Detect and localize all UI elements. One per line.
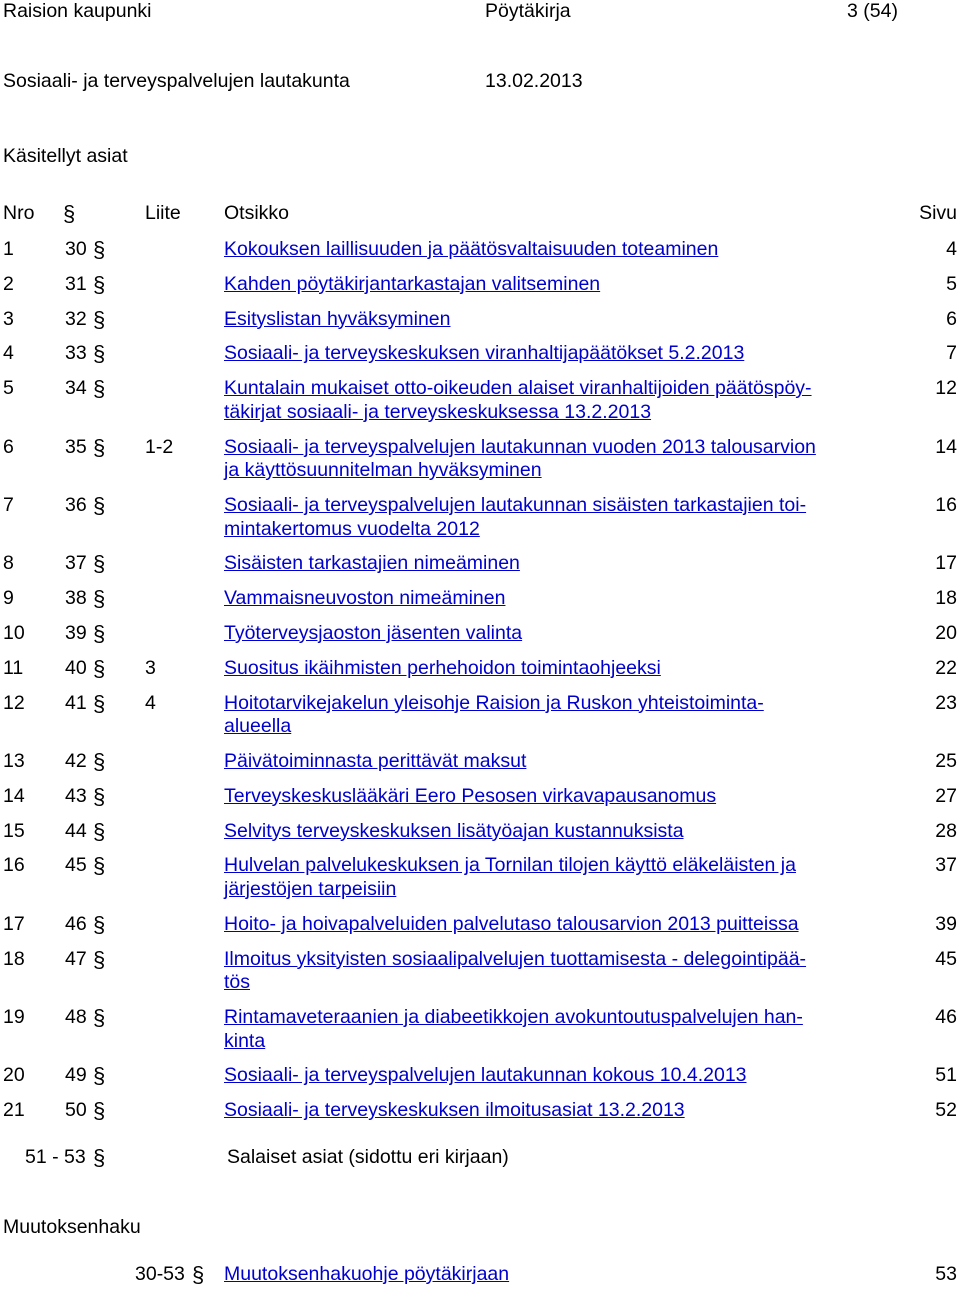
- item-title[interactable]: [224, 494, 864, 541]
- item-number: 4: [3, 342, 14, 365]
- confidential-row: [0, 1146, 960, 1194]
- item-number: 21: [3, 1099, 25, 1122]
- item-title[interactable]: [224, 308, 864, 332]
- item-title-link[interactable]: Rintamaveteraanien ja diabeetikkojen avokuntoutuspalvelujen han-: [224, 1006, 803, 1028]
- item-page: 16: [935, 494, 957, 516]
- item-title-link[interactable]: ja käyttösuunnitelman hyväksyminen: [224, 459, 542, 482]
- paragraph-number: 50: [65, 1099, 87, 1122]
- item-page: 45: [935, 947, 957, 970]
- item-title-link[interactable]: Sosiaali- ja terveyskeskuksen viranhaltijapäätökset 5.2.2013: [224, 342, 745, 365]
- agenda-item: [0, 436, 960, 484]
- section-sign-icon: §: [93, 551, 106, 577]
- item-title-link[interactable]: Esityslistan hyväksyminen: [224, 307, 451, 330]
- appeal-link[interactable]: [224, 1263, 864, 1287]
- item-title-link[interactable]: Sosiaali- ja terveyspalvelujen lautakunnan vuoden 2013 talousarvion: [224, 435, 816, 458]
- item-title[interactable]: [224, 820, 864, 844]
- item-number: 7: [3, 494, 14, 516]
- item-page: 39: [935, 912, 957, 935]
- section-sign-icon: §: [93, 237, 106, 262]
- item-page: 27: [935, 784, 957, 807]
- section-sign-icon: §: [93, 946, 106, 972]
- paragraph-number: 36: [65, 494, 87, 516]
- section-sign-icon: §: [93, 1098, 106, 1124]
- item-title-link[interactable]: Terveyskeskuslääkäri Eero Pesosen virkavapausanomus: [224, 784, 717, 807]
- section-sign-icon: §: [93, 818, 106, 844]
- item-title-link[interactable]: Sosiaali- ja terveyskeskuksen ilmoitusasiat 13.2.2013: [224, 1099, 685, 1122]
- item-title-link[interactable]: kinta: [224, 1029, 266, 1052]
- item-number: 18: [3, 947, 25, 970]
- item-number: 8: [3, 552, 14, 575]
- paragraph-number: 30: [65, 238, 87, 260]
- column-liite: Liite: [145, 202, 181, 224]
- item-page: 22: [935, 656, 957, 679]
- agenda-item: [0, 377, 960, 425]
- item-page: 25: [935, 750, 957, 772]
- section-sign-icon: §: [192, 1262, 205, 1287]
- item-number: 5: [3, 377, 14, 400]
- item-title-link[interactable]: Kuntalain mukaiset otto-oikeuden alaiset viranhaltijoiden päätöspöy-: [224, 377, 812, 400]
- section-sign-icon: §: [93, 306, 106, 332]
- attachment-number: 3: [145, 656, 156, 679]
- appeal-row: [0, 1263, 960, 1311]
- section-sign-icon: §: [93, 376, 106, 402]
- item-title-link[interactable]: täkirjat sosiaali- ja terveyskeskuksessa 13.2.2013: [224, 400, 652, 423]
- item-title[interactable]: [224, 552, 864, 576]
- paragraph-number: 49: [65, 1064, 87, 1087]
- item-page: 6: [946, 307, 957, 330]
- item-title-link[interactable]: Kokouksen laillisuuden ja päätösvaltaisuuden toteaminen: [224, 238, 719, 260]
- item-title[interactable]: [224, 436, 864, 483]
- item-page: 23: [935, 691, 957, 714]
- paragraph-number: 33: [65, 342, 87, 365]
- item-title[interactable]: [224, 1064, 864, 1088]
- item-page: 51: [935, 1064, 957, 1087]
- paragraph-number: 39: [65, 622, 87, 644]
- item-title-link[interactable]: Selvitys terveyskeskuksen lisätyöajan kustannuksista: [224, 819, 684, 842]
- section-sign-icon: §: [93, 621, 106, 646]
- item-number: 3: [3, 307, 14, 330]
- board-name: Sosiaali- ja terveyspalvelujen lautakunta: [3, 70, 350, 92]
- item-title[interactable]: [224, 1099, 864, 1123]
- attachment-number: 4: [145, 691, 156, 714]
- item-title-link[interactable]: Hoito- ja hoivapalveluiden palvelutaso talousarvion 2013 puitteissa: [224, 912, 799, 935]
- item-number: 12: [3, 691, 25, 714]
- item-page: 4: [946, 238, 957, 260]
- paragraph-number: 43: [65, 784, 87, 807]
- item-title-link[interactable]: alueella: [224, 715, 292, 738]
- item-title-link[interactable]: mintakertomus vuodelta 2012: [224, 517, 480, 540]
- paragraph-number: 46: [65, 912, 87, 935]
- item-title[interactable]: [224, 273, 864, 297]
- appeal-page: 53: [935, 1263, 957, 1285]
- item-title-link[interactable]: Ilmoitus yksityisten sosiaalipalvelujen tuottamisesta - delegointipää-: [224, 947, 807, 970]
- paragraph-number: 47: [65, 947, 87, 970]
- paragraph-number: 31: [65, 272, 87, 295]
- appeal-range: 30-53: [135, 1263, 185, 1285]
- confidential-range: 51 - 53: [25, 1146, 86, 1168]
- paragraph-number: 38: [65, 587, 87, 610]
- confidential-text: Salaiset asiat (sidottu eri kirjaan): [227, 1146, 509, 1168]
- page-count: 3 (54): [847, 0, 898, 22]
- section-sign-icon: §: [93, 783, 106, 809]
- section-sign-icon: §: [93, 749, 106, 774]
- item-page: 28: [935, 819, 957, 842]
- item-title-link[interactable]: Vammaisneuvoston nimeäminen: [224, 587, 506, 610]
- appeal-title: Muutoksenhaku: [3, 1216, 141, 1238]
- item-page: 5: [946, 272, 957, 295]
- section-sign-icon: §: [93, 1145, 106, 1170]
- paragraph-number: 45: [65, 854, 87, 877]
- item-title[interactable]: [224, 622, 864, 646]
- paragraph-number: 48: [65, 1006, 87, 1028]
- item-title[interactable]: [224, 657, 864, 681]
- item-title-link[interactable]: Sosiaali- ja terveyspalvelujen lautakunnan kokous 10.4.2013: [224, 1064, 747, 1087]
- item-number: 11: [3, 656, 24, 679]
- section-sign-icon: §: [93, 1005, 106, 1030]
- section-sign-icon: §: [93, 341, 106, 367]
- attachment-number: 1-2: [145, 435, 174, 458]
- section-sign-icon: §: [93, 853, 106, 879]
- item-title-link[interactable]: Työterveysjaoston jäsenten valinta: [224, 622, 523, 644]
- item-number: 1: [3, 238, 14, 260]
- agenda-item: [0, 854, 960, 902]
- item-page: 18: [935, 587, 957, 610]
- item-title-link[interactable]: Päivätoiminnasta perittävät maksut: [224, 750, 527, 772]
- item-title[interactable]: [224, 785, 864, 809]
- item-page: 7: [946, 342, 957, 365]
- agenda-item: [0, 692, 960, 740]
- item-title[interactable]: [224, 854, 864, 901]
- item-title-link[interactable]: järjestöjen tarpeisiin: [224, 877, 397, 900]
- agenda-item: [0, 494, 960, 542]
- item-title-link[interactable]: tös: [224, 971, 251, 994]
- item-title[interactable]: [224, 377, 864, 424]
- meeting-date: 13.02.2013: [485, 70, 583, 92]
- section-sign-icon: §: [93, 493, 106, 518]
- agenda-item: [0, 1099, 960, 1147]
- section-sign-icon: §: [93, 911, 106, 937]
- paragraph-number: 35: [65, 435, 87, 458]
- agenda-item: [0, 1006, 960, 1054]
- item-title[interactable]: [224, 948, 864, 995]
- item-title-link[interactable]: Hulvelan palvelukeskuksen ja Tornilan tilojen käyttö eläkeläisten ja: [224, 854, 796, 877]
- item-title[interactable]: [224, 1006, 864, 1053]
- item-number: 10: [3, 622, 25, 644]
- item-page: 14: [935, 435, 957, 458]
- section-sign-icon: §: [93, 586, 106, 612]
- item-page: 12: [935, 377, 957, 400]
- paragraph-number: 34: [65, 377, 87, 400]
- item-title-link[interactable]: Kahden pöytäkirjantarkastajan valitseminen: [224, 272, 601, 295]
- item-title-link[interactable]: Hoitotarvikejakelun yleisohje Raision ja Ruskon yhteistoiminta-: [224, 691, 764, 714]
- column-title: Otsikko: [224, 202, 290, 224]
- section-sign-icon: §: [93, 434, 106, 460]
- item-title[interactable]: [224, 913, 864, 937]
- item-page: 46: [935, 1006, 957, 1028]
- item-number: 19: [3, 1006, 25, 1028]
- item-title[interactable]: [224, 692, 864, 739]
- item-number: 15: [3, 819, 25, 842]
- item-number: 14: [3, 784, 25, 807]
- item-number: 20: [3, 1064, 25, 1087]
- item-number: 17: [3, 912, 25, 935]
- item-number: 9: [3, 587, 14, 610]
- paragraph-number: 40: [65, 656, 87, 679]
- item-page: 37: [935, 854, 957, 877]
- column-nro: Nro: [3, 202, 35, 224]
- item-number: 13: [3, 750, 25, 772]
- item-title[interactable]: [224, 342, 864, 366]
- item-number: 6: [3, 435, 14, 458]
- item-title[interactable]: [224, 587, 864, 611]
- section-sign-icon: §: [63, 201, 76, 226]
- item-page: 20: [935, 622, 957, 644]
- agenda-item: [0, 948, 960, 996]
- item-title-link[interactable]: Suositus ikäihmisten perhehoidon toimintaohjeeksi: [224, 656, 661, 679]
- paragraph-number: 37: [65, 552, 87, 575]
- paragraph-number: 42: [65, 750, 87, 772]
- paragraph-number: 44: [65, 819, 87, 842]
- section-title: Käsitellyt asiat: [3, 145, 128, 167]
- document-type: Pöytäkirja: [485, 0, 571, 22]
- column-page: Sivu: [919, 202, 957, 224]
- section-sign-icon: §: [93, 655, 106, 681]
- section-sign-icon: §: [93, 1063, 106, 1089]
- paragraph-number: 32: [65, 307, 87, 330]
- organization-name: Raision kaupunki: [3, 0, 152, 22]
- section-sign-icon: §: [93, 271, 106, 297]
- appeal-link-text[interactable]: Muutoksenhakuohje pöytäkirjaan: [224, 1263, 510, 1285]
- section-sign-icon: §: [93, 690, 106, 716]
- item-title[interactable]: [224, 238, 864, 262]
- item-page: 17: [935, 552, 957, 575]
- item-title[interactable]: [224, 750, 864, 774]
- item-title-link[interactable]: Sosiaali- ja terveyspalvelujen lautakunnan sisäisten tarkastajien toi-: [224, 494, 807, 516]
- item-page: 52: [935, 1099, 957, 1122]
- paragraph-number: 41: [65, 691, 87, 714]
- item-number: 16: [3, 854, 25, 877]
- item-number: 2: [3, 272, 14, 295]
- item-title-link[interactable]: Sisäisten tarkastajien nimeäminen: [224, 552, 520, 575]
